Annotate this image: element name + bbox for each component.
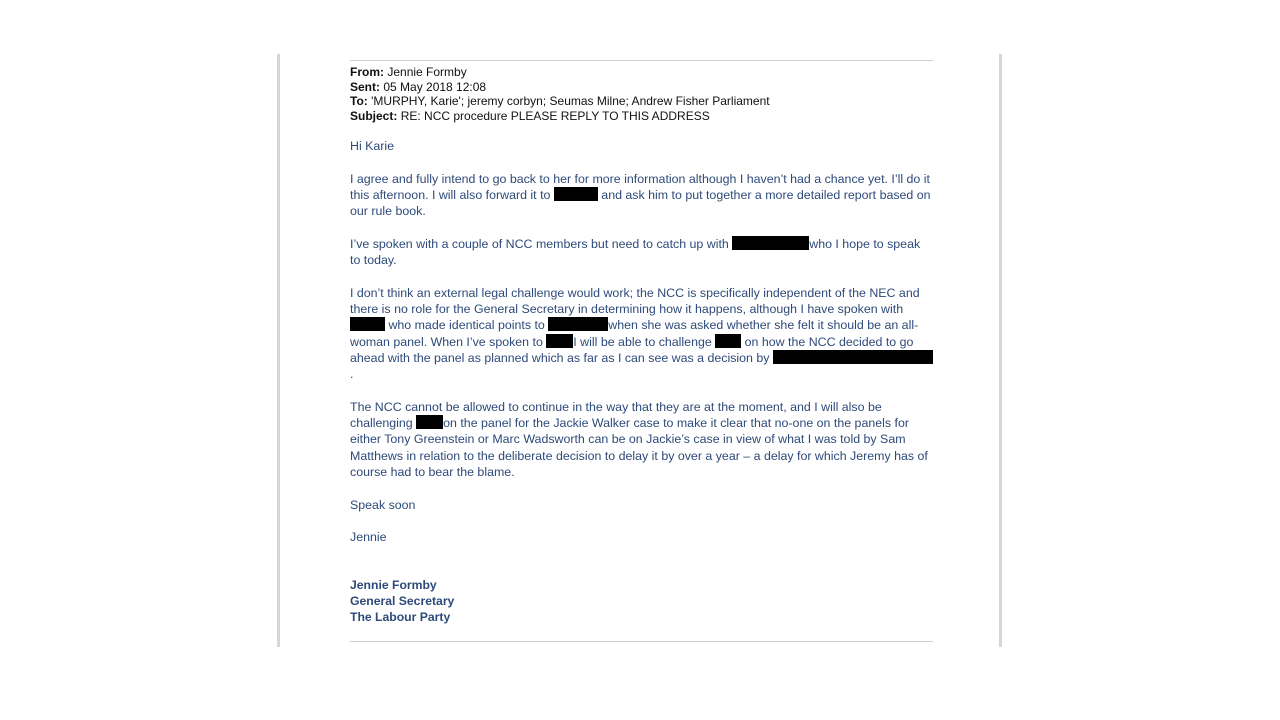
redaction-box [546,334,573,348]
sent-row [350,80,933,95]
paragraph-1 [350,171,933,220]
redaction-box [715,334,741,348]
paragraph-4-text-b: on the panel for the Jackie Walker case to make it clear that no-one on the panels for either Tony Greenstein or Marc Wadsworth can be on Jackie’s case in view of what I was told by Sam Matthews in relation to the deliberate decision to delay it by over a year – a delay for which Jeremy has of course had to bear the blame. [350,416,928,479]
sent-value: 05 May 2018 12:08 [383,79,487,94]
subject-label: Subject: [350,108,398,123]
redaction-box [554,187,598,201]
from-row [350,65,933,80]
top-divider [350,60,933,61]
redaction-box [773,350,933,364]
email-body [350,138,933,545]
paragraph-2-text-a: I’ve spoken with a couple of NCC members but need to catch up with [350,236,733,251]
signature-organization: The Labour Party [350,610,451,625]
email-header [350,65,933,123]
from-value: Jennie Formby [387,65,467,79]
paragraph-3 [350,285,933,383]
signature-name: Jennie Formby [350,578,437,592]
signature-title: General Secretary [350,594,455,609]
email-signature [350,577,454,626]
email-document-page [277,54,1002,647]
to-label: To: [350,94,368,108]
paragraph-3-text-b: who made identical points to [385,318,549,333]
redaction-box [416,415,443,429]
from-label: From: [350,65,384,79]
paragraph-2-text-b: who I hope to speak to today. [350,236,921,268]
paragraph-3-text-a: I don’t think an external legal challenge would work; the NCC is specifically independent of the NEC and there is no role for the General Secretary in determining how it happens, although I have spoken with [350,285,920,316]
sender-first-name: Jennie [350,530,387,545]
redaction-box [548,317,608,331]
greeting: Hi Karie [350,139,395,153]
paragraph-2 [350,236,933,269]
closing-line: Speak soon [350,497,416,512]
paragraph-1-text-a: I agree and fully intend to go back to her for more information although I haven’t had a chance yet. I’ll do it this afternoon. I will also forward it to [350,171,930,202]
sent-label: Sent: [350,79,380,94]
redaction-box [350,317,385,331]
redaction-box [732,236,809,250]
to-value: 'MURPHY, Karie'; jeremy corbyn; Seumas Milne; Andrew Fisher Parliament [371,94,770,108]
paragraph-3-text-d: I will be able to challenge [573,334,716,349]
paragraph-3-text-f: . [350,367,354,382]
bottom-divider [350,641,933,642]
paragraph-3-text-e: on how the NCC decided to go ahead with the panel as planned which as far as I can see was a decision by [350,334,914,365]
paragraph-3-text-c: when she was asked whether she felt it should be an all-woman panel. When I’ve spoken to [350,318,919,349]
paragraph-1-text-b: and ask him to put together a more detailed report based on our rule book. [350,187,931,219]
paragraph-4-text-a: The NCC cannot be allowed to continue in the way that they are at the moment, and I will also be challenging [350,399,882,431]
to-row [350,94,933,109]
paragraph-4 [350,399,933,480]
subject-value: RE: NCC procedure PLEASE REPLY TO THIS ADDRESS [400,108,710,123]
subject-row [350,109,933,124]
